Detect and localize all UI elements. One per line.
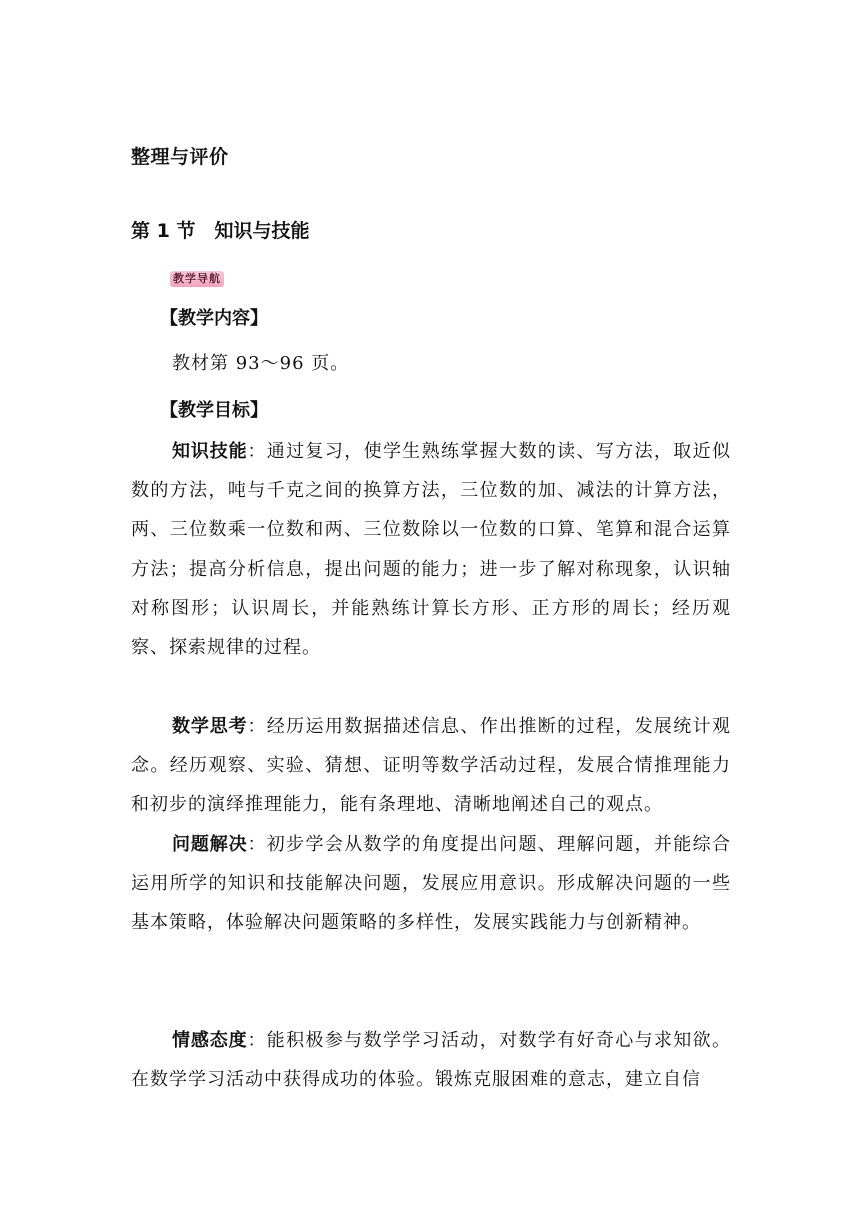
- goal-label: 问题解决: [172, 834, 248, 855]
- goal-text: 经历运用数据描述信息、作出推断的过程，发展统计观念。经历观察、实验、猜想、证明等数学活动过程，发展合情推理能力和初步的演绎推理能力，能有条理地、清晰地阐述自己的观点。: [131, 716, 732, 816]
- content-heading: 【教学内容】: [160, 308, 268, 329]
- goal-problem-solving: [131, 825, 731, 943]
- goal-separator: ：: [247, 834, 267, 855]
- goal-separator: ：: [247, 716, 267, 737]
- goal-label: 情感态度: [172, 1030, 248, 1051]
- page-title: 整理与评价: [131, 146, 229, 168]
- goal-label: 知识技能: [172, 441, 248, 462]
- goal-label: 数学思考: [172, 716, 248, 737]
- goal-math-thinking: [131, 707, 731, 825]
- goal-text: 初步学会从数学的角度提出问题、理解问题，并能综合运用所学的知识和技能解决问题，发展应用意识。形成解决问题的一些基本策略，体验解决问题策略的多样性，发展实践能力与创新精神。: [131, 834, 732, 934]
- goal-separator: ：: [247, 1030, 267, 1051]
- goal-text: 能积极参与数学学习活动，对数学有好奇心与求知欲。在数学学习活动中获得成功的体验。锻炼克服困难的意志，建立自信: [131, 1030, 732, 1091]
- goals-heading: 【教学目标】: [160, 400, 268, 421]
- goal-knowledge-skills: [131, 432, 731, 667]
- content-text: 教材第 93～96 页。: [172, 353, 350, 374]
- goal-emotional-attitude: [131, 1021, 731, 1099]
- goal-separator: ：: [247, 441, 267, 462]
- teaching-nav-badge: 教学导航: [170, 271, 224, 287]
- goal-text: 通过复习，使学生熟练掌握大数的读、写方法，取近似数的方法，吨与千克之间的换算方法，三位数的加、减法的计算方法，两、三位数乘一位数和两、三位数除以一位数的口算、笔算和混合运算方法；提高分析信息，提出问题的能力；进一步了解对称现象，认识轴对称图形；认识周长，并能熟练计算长方形、正方形的周长；经历观察、探索规律的过程。: [131, 441, 732, 659]
- section-title: 第 1 节 知识与技能: [131, 220, 310, 242]
